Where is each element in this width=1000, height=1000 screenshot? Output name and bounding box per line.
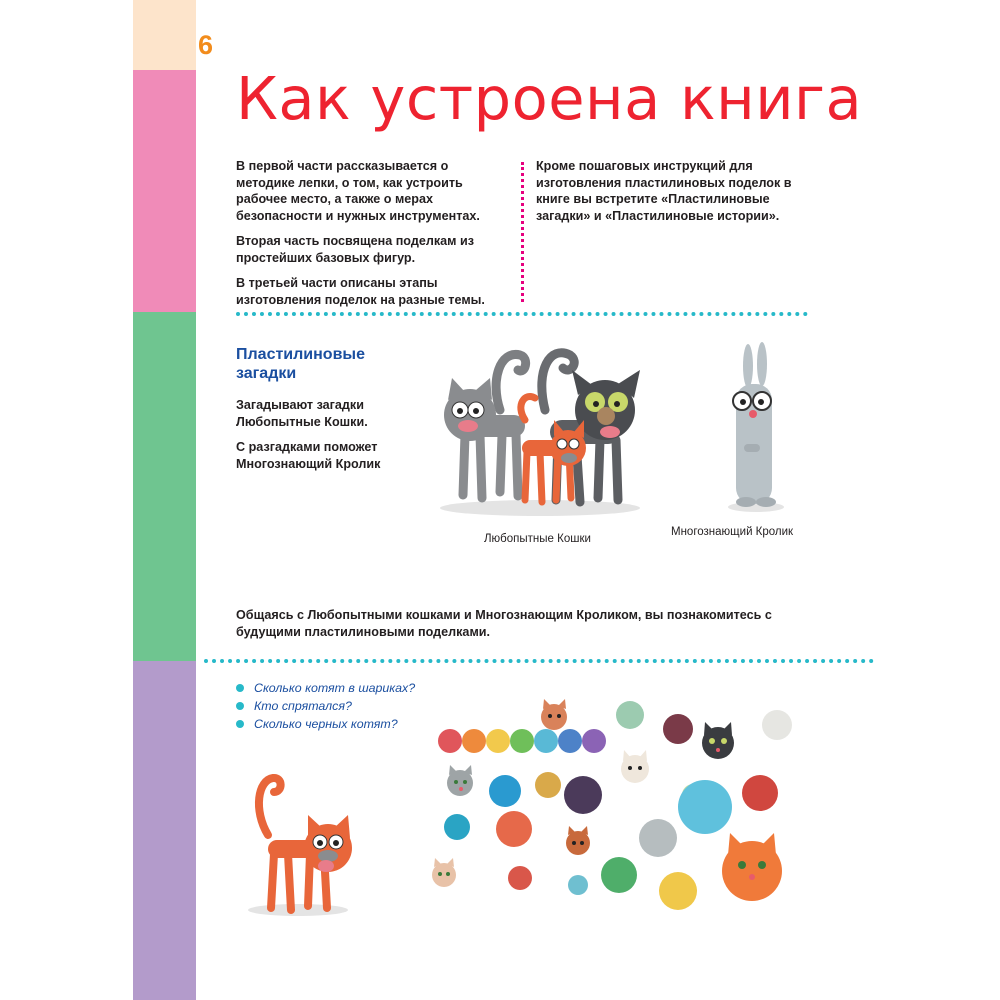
intro-paragraph: В третьей части описаны этапы изготовления поделок на разные темы.: [236, 276, 485, 307]
section-title: Пластилиновые загадки: [236, 346, 365, 382]
curious-cats-illustration: [430, 340, 645, 520]
questions-list: [236, 679, 415, 733]
intro-paragraph: В первой части рассказывается о методике лепки, о том, как устроить рабочее место, а также о мерах безопасности и нужных инструментах.: [236, 159, 480, 223]
list-item: [236, 715, 415, 733]
question-text: Кто спрятался?: [254, 699, 352, 713]
bullet-icon: [236, 720, 244, 728]
intro-bottom-paragraph: Общаясь с Любопытными кошками и Многознающим Кроликом, вы познакомитесь с будущими пластилиновыми поделками.: [236, 608, 772, 639]
page-title: Как устроена книга: [236, 64, 863, 133]
balls-and-kittens-illustration: [430, 695, 800, 910]
bullet-icon: [236, 684, 244, 692]
riddles-paragraph: Загадывают загадки Любопытные Кошки.: [236, 398, 368, 429]
caption-knowing-rabbit: Многознающий Кролик: [671, 526, 794, 538]
intro-right-column: [536, 158, 806, 233]
intro-left-column: [236, 158, 506, 317]
color-band-peach: [133, 0, 196, 70]
knowing-rabbit-illustration: [718, 344, 788, 514]
list-item: [236, 679, 415, 697]
list-item: [236, 697, 415, 715]
riddles-text: [236, 397, 416, 481]
orange-cat-illustration: [238, 770, 368, 920]
color-band-pink: [133, 70, 196, 312]
dotted-divider-top: [236, 312, 808, 316]
vertical-dotted-divider: [521, 162, 524, 302]
color-band-green: [133, 312, 196, 661]
riddles-paragraph: С разгадками поможет Многознающий Кролик: [236, 440, 381, 471]
dotted-divider-bottom: [204, 659, 874, 663]
question-text: Сколько черных котят?: [254, 717, 398, 731]
intro-paragraph: Вторая часть посвящена поделкам из простейших базовых фигур.: [236, 234, 474, 265]
bullet-icon: [236, 702, 244, 710]
color-band-purple: [133, 661, 196, 1000]
intro-paragraph: Кроме пошаговых инструкций для изготовления пластилиновых поделок в книге вы встретите «Пластилиновые загадки» и «Пластилиновые истории».: [536, 159, 792, 223]
page-number: 6: [198, 30, 214, 60]
caption-curious-cats: Любопытные Кошки: [484, 533, 591, 545]
question-text: Сколько котят в шариках?: [254, 681, 416, 695]
